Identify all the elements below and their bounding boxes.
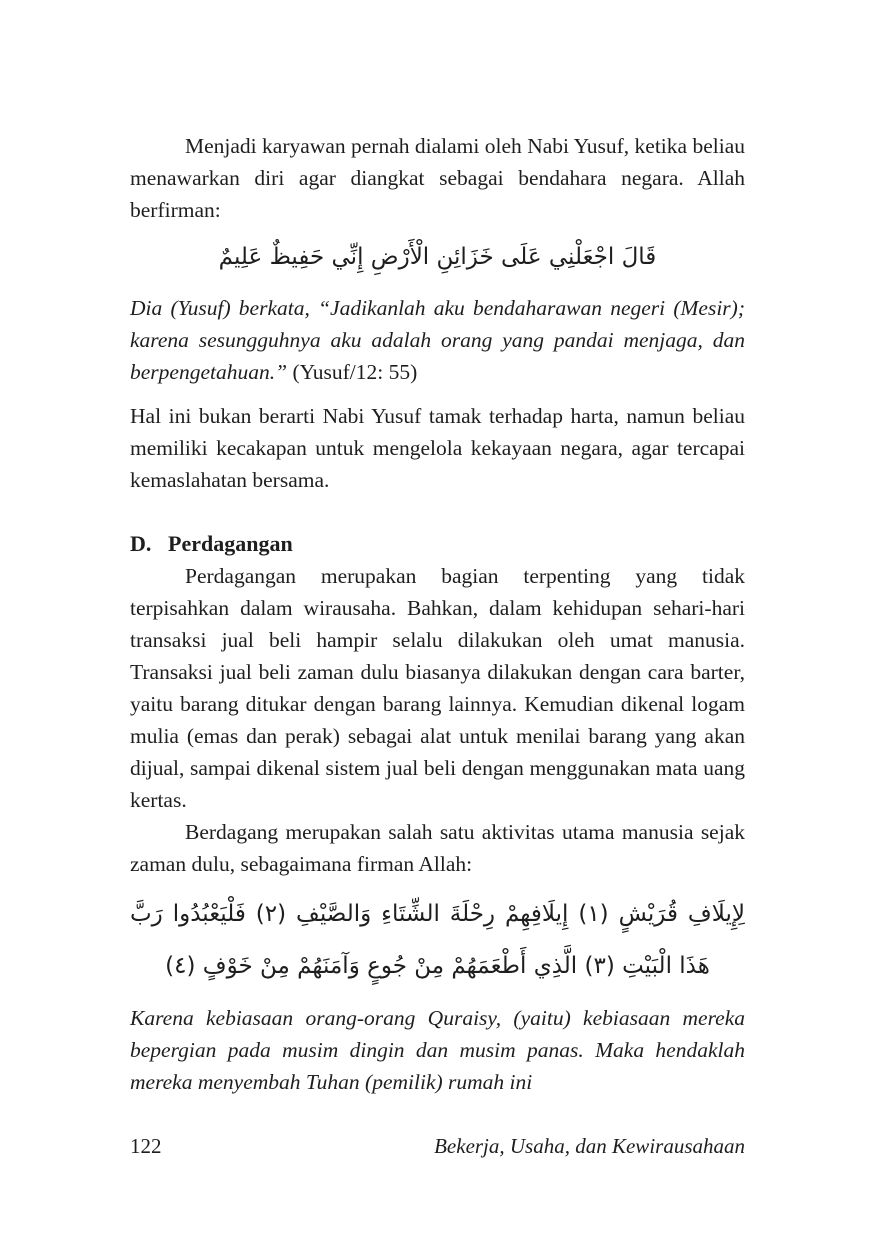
page-footer — [130, 1132, 745, 1160]
translation-quraysh-paragraph: Karena kebiasaan orang-orang Quraisy, (yaitu) kebiasaan mereka bepergian pada musim dingin dan musim panas. Maka hendaklah mereka menyembah Tuhan (pemilik) rumah ini — [130, 1006, 745, 1094]
paragraph-hal-ini: Hal ini bukan berarti Nabi Yusuf tamak terhadap harta, namun beliau memiliki kecakapan untuk mengelola kekayaan negara, agar tercapai kemaslahatan bersama. — [130, 404, 745, 492]
section-heading-text: Perdagangan — [168, 531, 293, 556]
page-number: 122 — [130, 1134, 162, 1158]
running-title: Bekerja, Usaha, dan Kewirausahaan — [434, 1134, 745, 1158]
arabic-verse-yusuf: قَالَ اجْعَلْنِي عَلَى خَزَائِنِ الْأَرْضِ إِنِّي حَفِيظٌ عَلِيمٌ — [218, 244, 657, 270]
translation-yusuf-paragraph — [130, 292, 745, 388]
section-heading-label: D. — [130, 531, 152, 556]
page-content — [130, 130, 745, 1098]
intro-paragraph: Menjadi karyawan pernah dialami oleh Nabi Yusuf, ketika beliau menawarkan diri agar diangkat sebagai bendahara negara. Allah berfirman: — [130, 134, 745, 222]
section-heading — [130, 528, 745, 560]
paragraph-perdagangan: Perdagangan merupakan bagian terpenting yang tidak terpisahkan dalam wirausaha. Bahkan, dalam kehidupan sehari-hari transaksi jual beli hampir selalu dilakukan oleh umat manusia. Transaksi jual beli zaman dulu biasanya dilakukan dengan cara barter, yaitu barang ditukar dengan barang lainnya. Kemudian dikenal logam mulia (emas dan perak) sebagai alat untuk menilai barang yang akan dijual, sampai dikenal sistem jual beli dengan menggunakan mata uang kertas. — [130, 564, 745, 812]
translation-yusuf-text: Dia (Yusuf) berkata, “Jadikanlah aku bendaharawan negeri (Mesir); karena sesungguhnya aku adalah orang yang pandai menjaga, dan berpengetahuan.” — [130, 296, 745, 384]
verse-reference-yusuf: (Yusuf/12: 55) — [292, 360, 418, 384]
paragraph-berdagang: Berdagang merupakan salah satu aktivitas utama manusia sejak zaman dulu, sebagaimana firman Allah: — [130, 820, 745, 876]
arabic-verse-quraysh: لِإِيلَافِ قُرَيْشٍ (١) إِيلَافِهِمْ رِحْلَةَ الشِّتَاءِ وَالصَّيْفِ (٢) فَلْيَعْبُدُوا رَبَّ هَذَا الْبَيْتِ (٣) الَّذِي أَطْعَمَهُمْ مِنْ جُوعٍ وَآمَنَهُمْ مِنْ خَوْفٍ (٤) — [130, 901, 746, 979]
